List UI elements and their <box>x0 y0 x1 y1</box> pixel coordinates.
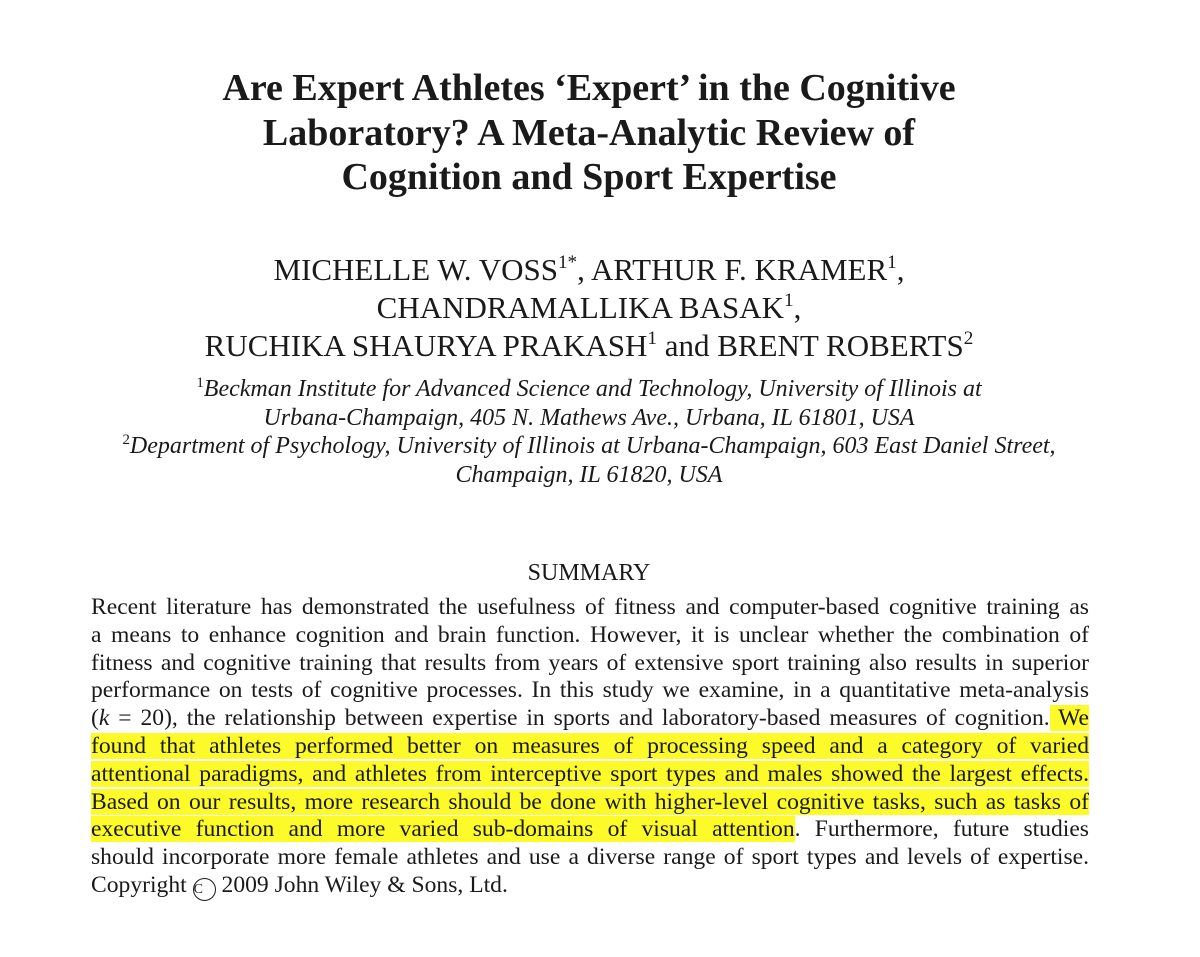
author-line-2 <box>0 289 1178 327</box>
variable-k: k <box>98 705 110 732</box>
summary-heading: SUMMARY <box>527 560 651 586</box>
affiliation-2-line-1 <box>88 432 1090 461</box>
copyright-icon: C <box>193 878 216 901</box>
summary-line <box>91 816 1089 844</box>
title-line-2: Laboratory? A Meta-Analytic Review of <box>262 111 916 154</box>
highlighted-text: found that athletes performed better on measures of processing speed and a category of varied <box>91 732 1089 759</box>
author-name: and BRENT ROBERTS <box>656 328 964 363</box>
affiliation-1-line-2: Urbana-Champaign, 405 N. Mathews Ave., Urbana, IL 61801, USA <box>263 404 915 431</box>
title-line-1: Are Expert Athletes ‘Expert’ in the Cognitive <box>222 67 956 109</box>
copyright-text: 2009 John Wiley & Sons, Ltd. <box>221 871 508 898</box>
author-name: CHANDRAMALLIKA BASAK <box>376 290 784 325</box>
summary-line: Recent literature has demonstrated the usefulness of fitness and computer-based cognitive training as <box>91 594 1089 620</box>
affiliation-text: Beckman Institute for Advanced Science and Technology, University of Illinois at <box>203 376 982 402</box>
affiliation-text: Department of Psychology, University of Illinois at Urbana-Champaign, 603 East Daniel Street, <box>129 433 1056 459</box>
author-list <box>0 251 1178 365</box>
separator: , <box>896 252 905 287</box>
text-fragment: . Furthermore, future studies <box>794 816 1089 843</box>
author-line-1 <box>0 251 1178 289</box>
affiliation-mark: 1* <box>557 252 578 274</box>
title-line-3: Cognition and Sport Expertise <box>341 156 837 198</box>
highlighted-text: Based on our results, more research should be done with higher-level cognitive tasks, such as tasks of <box>91 788 1089 815</box>
highlighted-text: attentional paradigms, and athletes from interceptive sport types and males showed the largest effects. <box>91 760 1089 787</box>
affiliations <box>88 375 1090 489</box>
summary-line: a means to enhance cognition and brain function. However, it is unclear whether the combination of <box>91 621 1089 648</box>
highlighted-text: We <box>1049 705 1089 732</box>
summary-line <box>91 733 1089 761</box>
author-name: MICHELLE W. VOSS <box>273 252 558 287</box>
affiliation-1-line-1 <box>88 375 1090 404</box>
separator: , <box>793 290 802 325</box>
summary-line: should incorporate more female athletes and use a diverse range of sport types and levels of expertise. <box>91 844 1089 871</box>
summary-line <box>91 705 1089 733</box>
affiliation-mark: 1 <box>647 328 657 350</box>
affiliation-mark: 2 <box>963 328 974 350</box>
text-fragment: = 20), the relationship between expertise in sports and laboratory-based measures of cognition. <box>109 705 1050 732</box>
author-name: , ARTHUR F. KRAMER <box>577 252 888 287</box>
affiliation-mark: 1 <box>783 290 794 312</box>
highlighted-text: executive function and more varied sub-domains of visual attention <box>91 816 795 843</box>
summary-line <box>91 761 1089 789</box>
copyright-word: Copyright <box>91 871 187 898</box>
paper-title <box>0 66 1178 200</box>
affiliation-mark: 2 <box>122 431 130 448</box>
affiliation-mark: 1 <box>887 252 897 274</box>
summary-body <box>91 594 1089 900</box>
text-fragment: ( <box>91 705 99 732</box>
summary-line: fitness and cognitive training that results from years of extensive sport training also results in superior <box>91 649 1089 676</box>
author-name: RUCHIKA SHAURYA PRAKASH <box>204 328 648 363</box>
summary-line <box>91 789 1089 817</box>
summary-line: performance on tests of cognitive processes. In this study we examine, in a quantitative meta-analysis <box>91 677 1089 704</box>
affiliation-mark: 1 <box>196 374 204 391</box>
affiliation-2-line-2: Champaign, IL 61820, USA <box>455 461 723 488</box>
copyright-line <box>91 872 1089 900</box>
author-line-3 <box>0 327 1178 365</box>
